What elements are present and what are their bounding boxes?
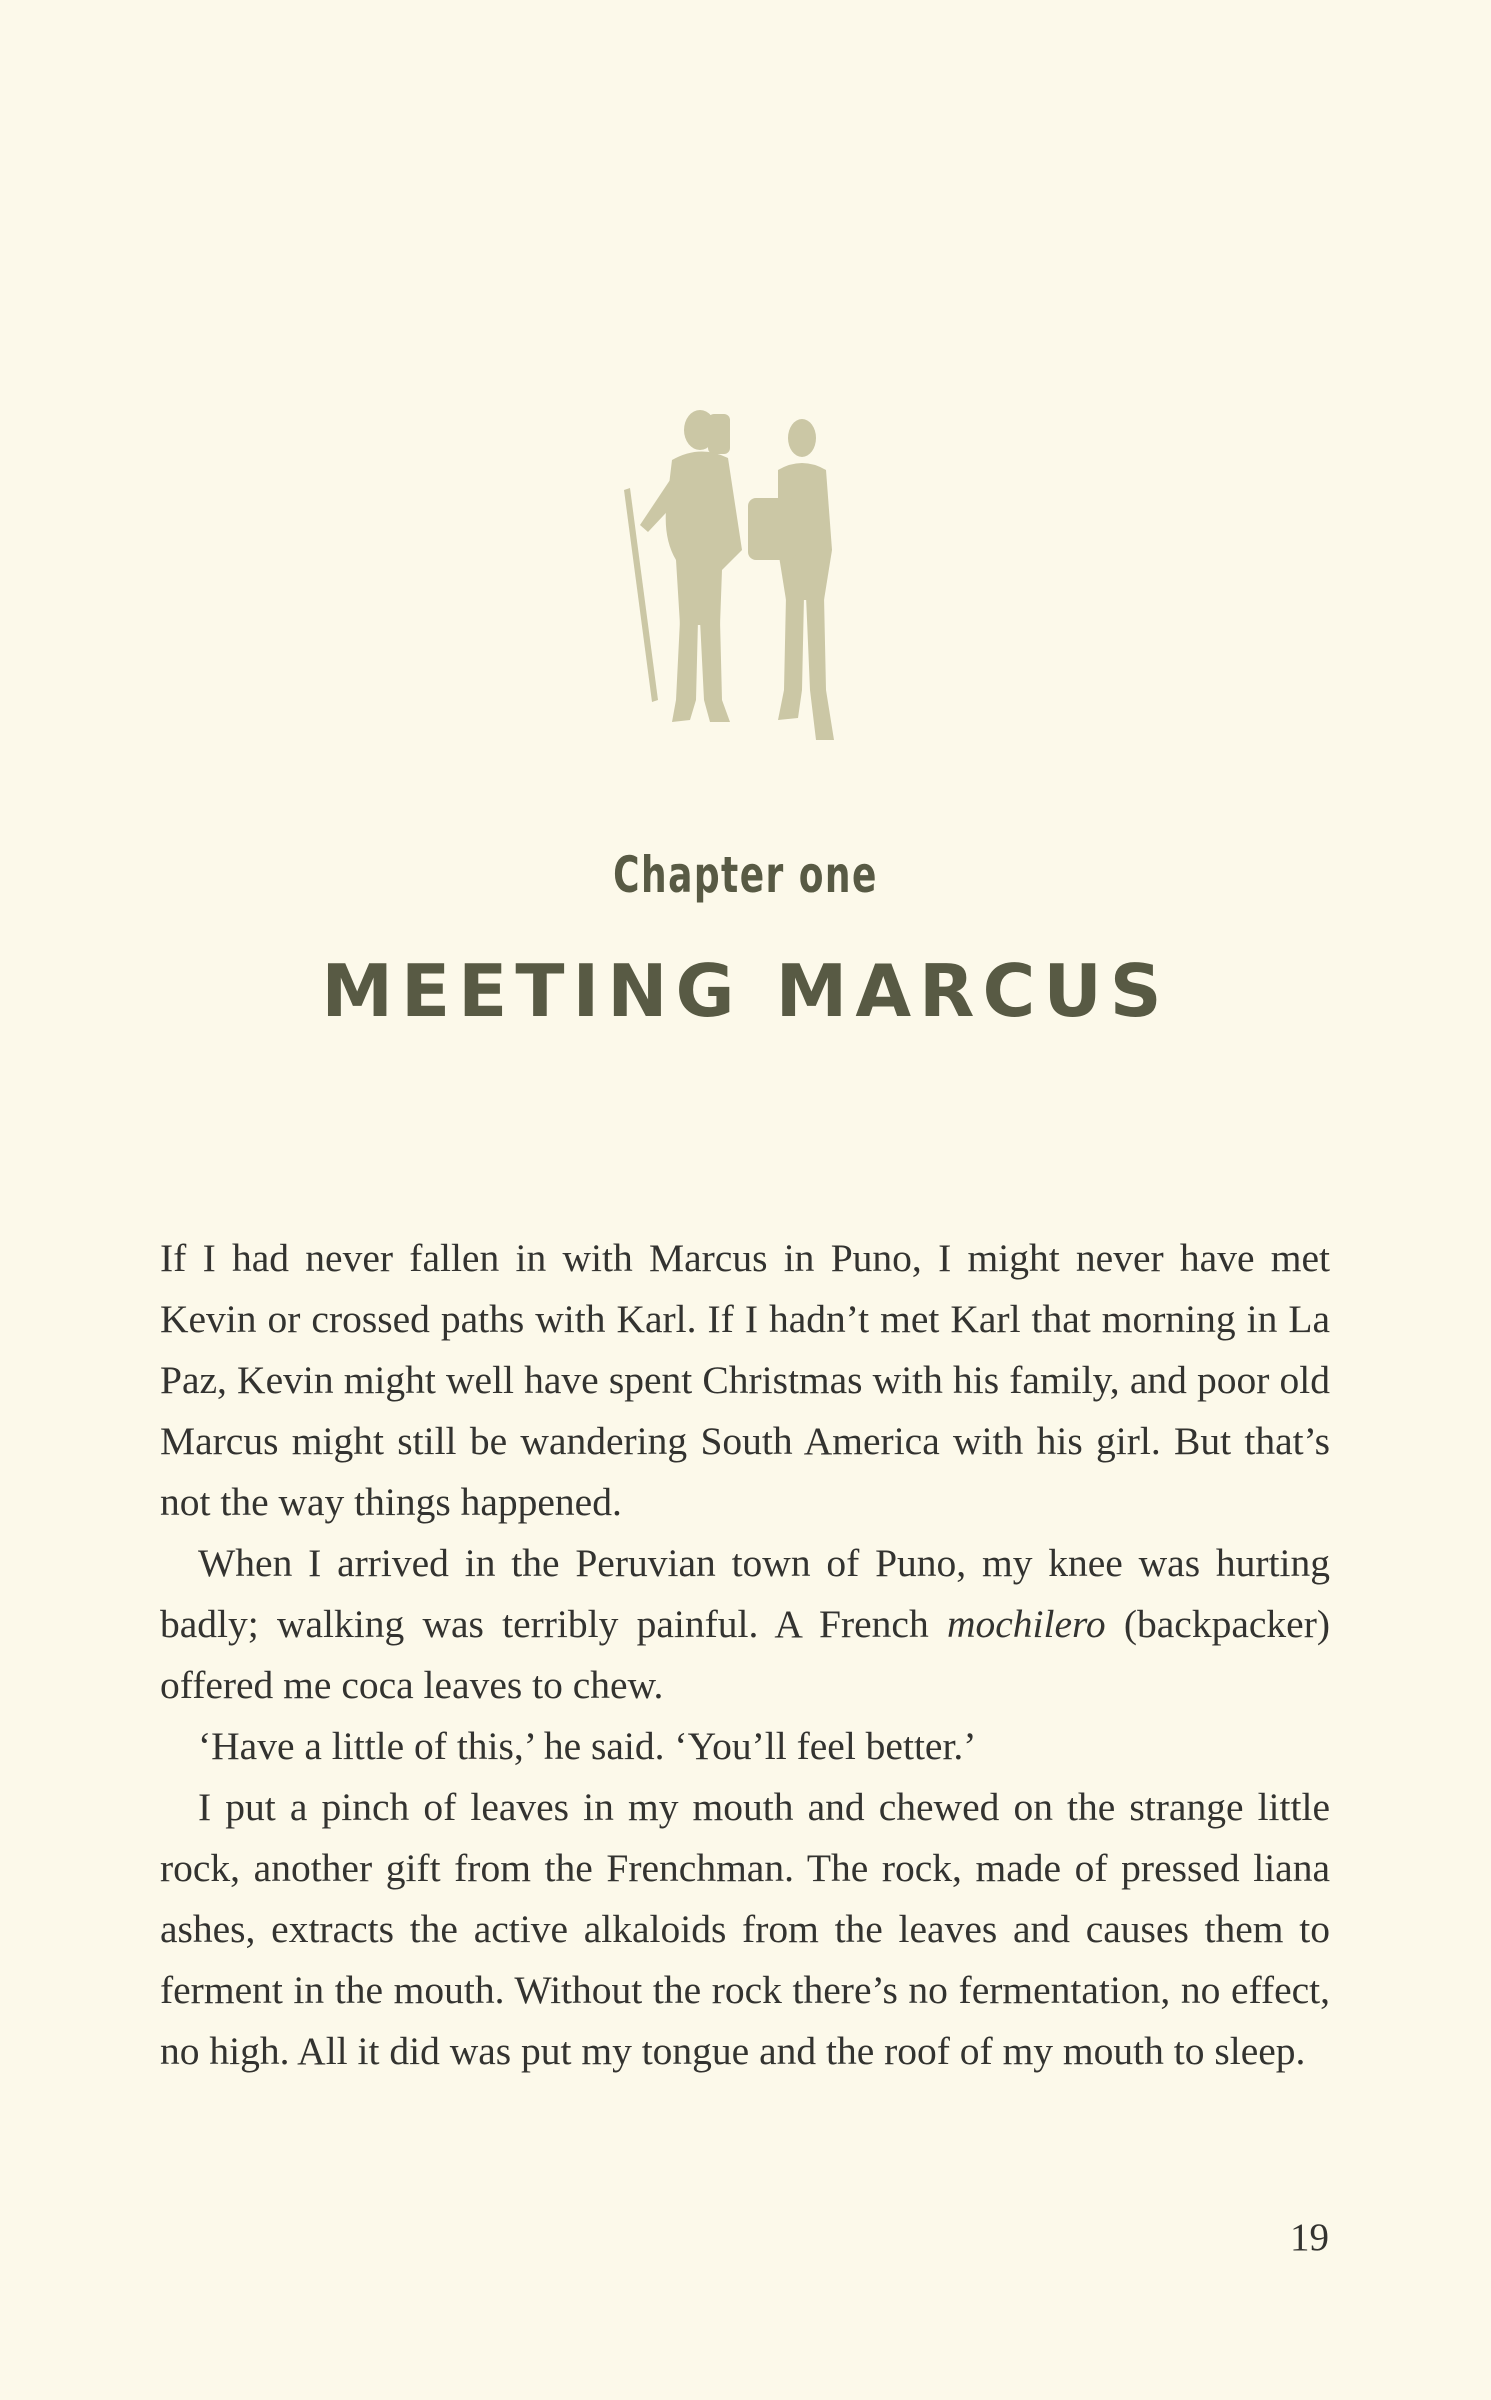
paragraph xyxy=(160,1228,1330,1533)
chapter-label: Chapter one xyxy=(613,846,878,904)
paragraph xyxy=(160,1533,1330,1716)
body-text xyxy=(160,1228,1330,2082)
paragraph-text: I put a pinch of leaves in my mouth and chewed on the strange little rock, another gift from the Frenchman. The rock, made of pressed liana ashes, extracts the active alkaloids from the leaves and causes them to ferment in the mouth. Without the rock there’s no fermentation, no effect, no high. All it did was put my tongue and the roof of my mouth to sleep. xyxy=(160,1785,1330,2073)
paragraph-text: ‘Have a little of this,’ he said. ‘You’ll feel better.’ xyxy=(198,1724,977,1768)
two-hikers-silhouette-icon xyxy=(610,400,890,770)
paragraph xyxy=(160,1777,1330,2082)
italic-term: mochilero xyxy=(946,1602,1106,1646)
paragraph-text: (backpacker) offered me coca leaves to chew. xyxy=(160,1602,1330,1707)
paragraph-text: When I arrived in the Peruvian town of Puno, my knee was hurting badly; walking was terribly painful. A French xyxy=(160,1541,1330,1646)
page-number: 19 xyxy=(1290,2216,1329,2259)
chapter-title: MEETING MARCUS xyxy=(321,949,1170,1033)
paragraph xyxy=(160,1716,1330,1777)
paragraph-text: If I had never fallen in with Marcus in Puno, I might never have met Kevin or crossed paths with Karl. If I hadn’t met Karl that morning in La Paz, Kevin might well have spent Christmas with his family, and poor old Marcus might still be wandering South America with his girl. But that’s not the way things happened. xyxy=(160,1236,1330,1524)
